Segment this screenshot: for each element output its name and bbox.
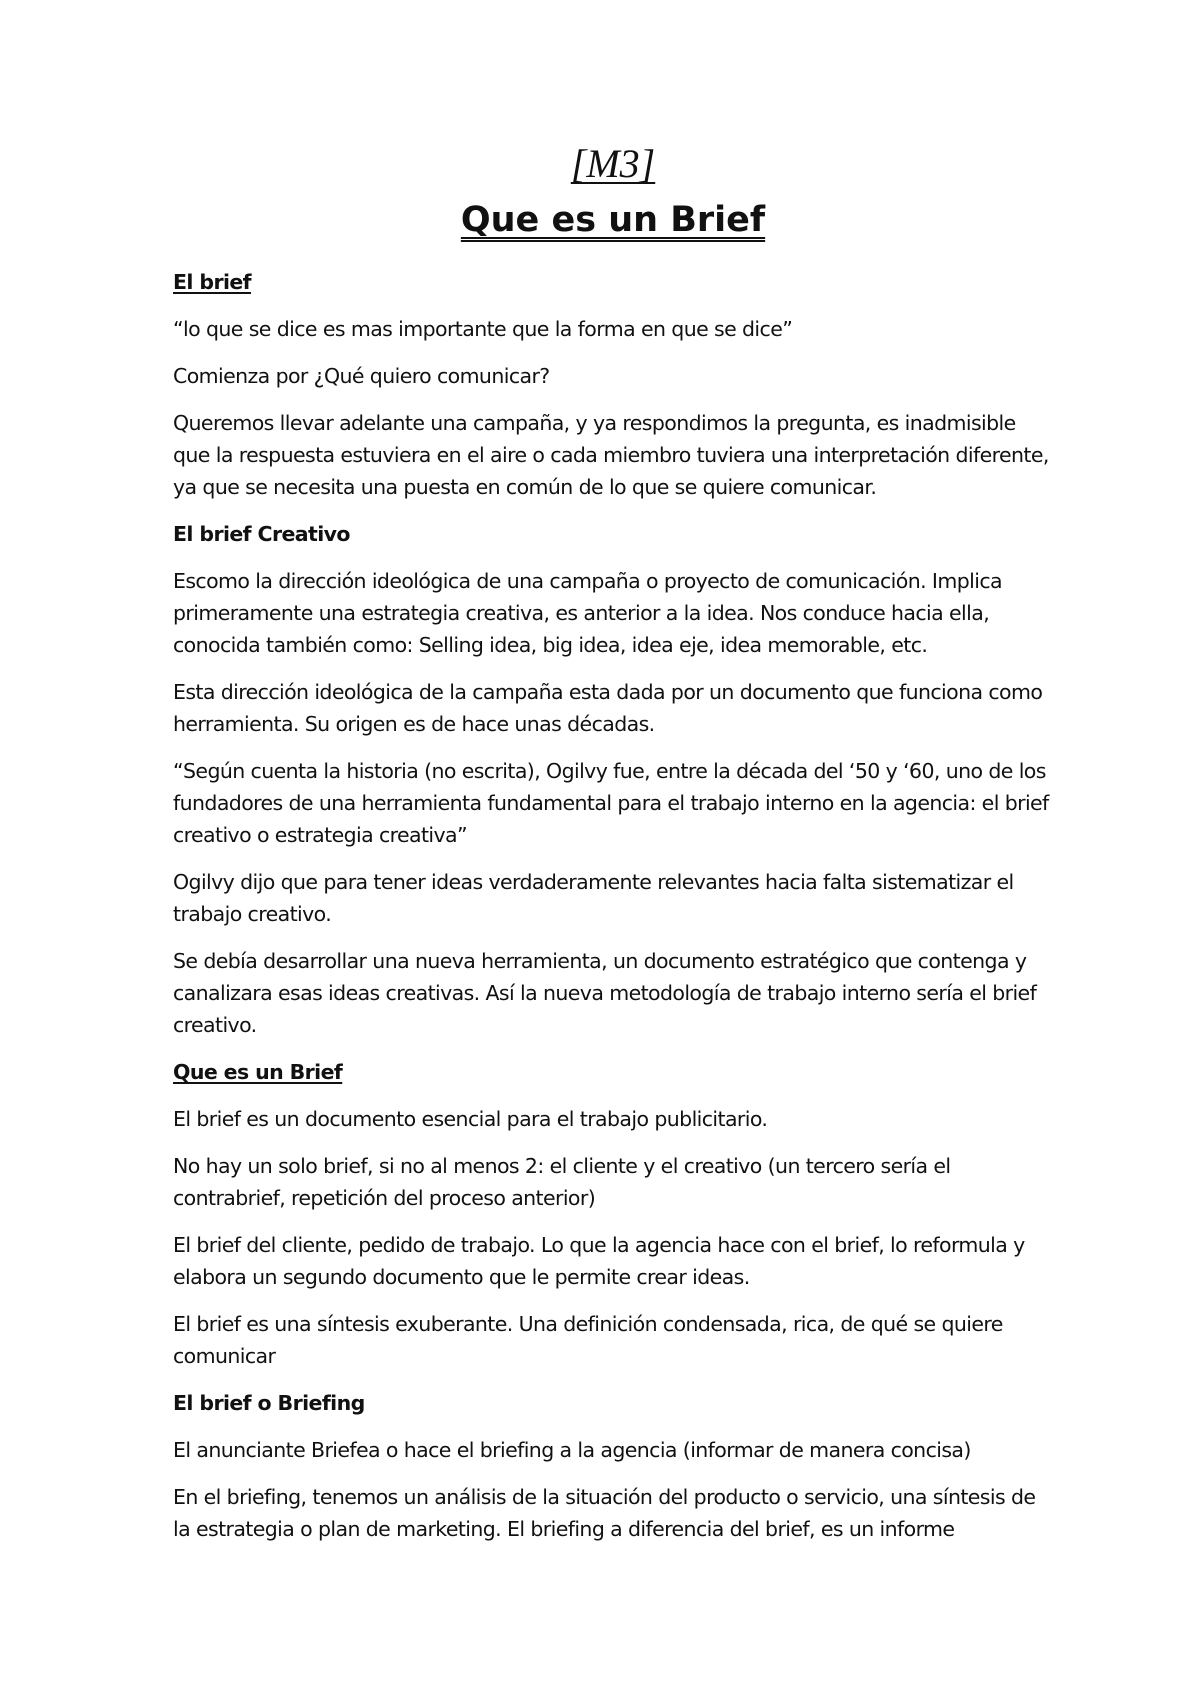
section-heading-el-brief-o-briefing: El brief o Briefing bbox=[173, 1391, 365, 1415]
spacer bbox=[173, 503, 1053, 518]
spacer bbox=[173, 740, 1053, 755]
paragraph: En el briefing, tenemos un análisis de la situación del producto o servicio, una síntesis de la estrategia o plan de marketing. El briefing a diferencia del brief, es un informe bbox=[173, 1485, 1036, 1541]
paragraph: Comienza por ¿Qué quiero comunicar? bbox=[173, 364, 550, 388]
spacer bbox=[173, 1041, 1053, 1056]
spacer bbox=[173, 392, 1053, 407]
spacer bbox=[173, 930, 1053, 945]
paragraph: Ogilvy dijo que para tener ideas verdaderamente relevantes hacia falta sistematizar el trabajo creativo. bbox=[173, 870, 1014, 926]
section-heading-que-es-un-brief: Que es un Brief bbox=[173, 1060, 343, 1084]
spacer bbox=[173, 550, 1053, 565]
spacer bbox=[173, 1214, 1053, 1229]
document-body bbox=[173, 140, 1053, 1545]
spacer bbox=[173, 244, 1053, 266]
spacer bbox=[173, 298, 1053, 313]
paragraph: Esta dirección ideológica de la campaña esta dada por un documento que funciona como herramienta. Su origen es de hace unas décadas. bbox=[173, 680, 1043, 736]
section-heading-el-brief: El brief bbox=[173, 270, 252, 294]
paragraph: El brief del cliente, pedido de trabajo. Lo que la agencia hace con el brief, lo reformula y elabora un segundo documento que le permite crear ideas. bbox=[173, 1233, 1025, 1289]
paragraph: El brief es una síntesis exuberante. Una definición condensada, rica, de qué se quiere comunicar bbox=[173, 1312, 1003, 1368]
paragraph: Se debía desarrollar una nueva herramienta, un documento estratégico que contenga y canalizara esas ideas creativas. Así la nueva metodología de trabajo interno sería el brief creativo. bbox=[173, 949, 1037, 1037]
spacer bbox=[173, 1135, 1053, 1150]
paragraph: El brief es un documento esencial para el trabajo publicitario. bbox=[173, 1107, 768, 1131]
spacer bbox=[173, 1419, 1053, 1434]
spacer bbox=[173, 1372, 1053, 1387]
spacer bbox=[173, 661, 1053, 676]
spacer bbox=[173, 1088, 1053, 1103]
paragraph: Escomo la dirección ideológica de una campaña o proyecto de comunicación. Implica primeramente una estrategia creativa, es anterior a la idea. Nos conduce hacia ella, conocida también como: Selling idea, big idea, idea eje, idea memorable, etc. bbox=[173, 569, 1002, 657]
paragraph: No hay un solo brief, si no al menos 2: el cliente y el creativo (un tercero sería el contrabrief, repetición del proceso anterior) bbox=[173, 1154, 951, 1210]
spacer bbox=[173, 1293, 1053, 1308]
spacer bbox=[173, 1466, 1053, 1481]
spacer bbox=[173, 345, 1053, 360]
paragraph: El anunciante Briefea o hace el briefing a la agencia (informar de manera concisa) bbox=[173, 1438, 971, 1462]
spacer bbox=[173, 851, 1053, 866]
paragraph: “Según cuenta la historia (no escrita), Ogilvy fue, entre la década del ‘50 y ‘60, uno de los fundadores de una herramienta fundamental para el trabajo interno en la agencia: el brief creativo o estrategia creativa” bbox=[173, 759, 1049, 847]
document-title: Que es un Brief bbox=[460, 200, 766, 240]
section-heading-el-brief-creativo: El brief Creativo bbox=[173, 522, 350, 546]
paragraph: Queremos llevar adelante una campaña, y ya respondimos la pregunta, es inadmisible que la respuesta estuviera en el aire o cada miembro tuviera una interpretación diferente, ya que se necesita una puesta en común de lo que se quiere comunicar. bbox=[173, 411, 1049, 499]
paragraph: “lo que se dice es mas importante que la forma en que se dice” bbox=[173, 317, 793, 341]
document-code: [M3] bbox=[570, 141, 656, 186]
